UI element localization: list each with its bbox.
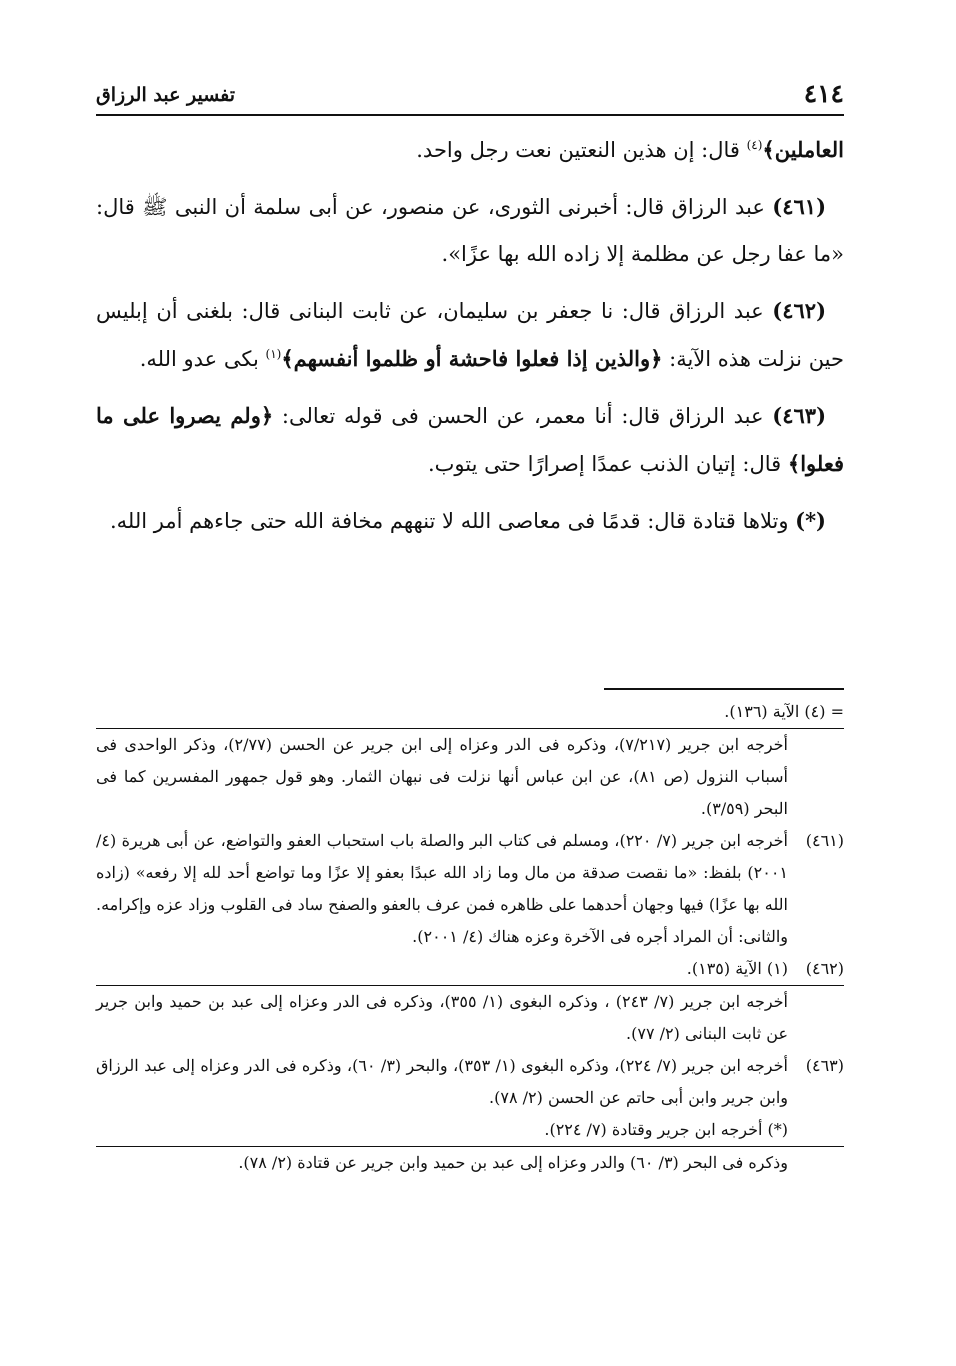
hadith-number: (٤٦٣): [772, 403, 826, 428]
verse-end: العاملين﴾: [762, 137, 844, 162]
paragraph-continuation: [96, 126, 844, 174]
footnote-number: (٤٦١): [805, 831, 844, 850]
book-title: تفسير عبد الرزاق: [96, 84, 236, 106]
footnote: أخرجه ابن جرير (٧/ ٢٤٣) ، وذكره البغوى (١/ ٣٥٥)، وذكره فى الدر وعزاه إلى عبد بن حميد وابن جرير عن ثابت البنانى (٢/ ٧٧).: [96, 992, 788, 1043]
hadith-number: (٤٦٢): [772, 298, 826, 323]
main-text: [96, 126, 844, 554]
hadith-461: [96, 183, 844, 278]
footnote-ref: (١): [265, 347, 282, 361]
footnote: أخرجه ابن جرير (٧/ ٢٢٤)، وذكره البغوى (١/ ٣٥٣)، والبحر (٣/ ٦٠)، وذكره فى الدر وعزاه إلى عبد الرزاق وابن جرير وابن أبى حاتم عن الحسن (٢/ ٧٨).: [96, 1056, 788, 1107]
paragraph-text: قال: إن هذين النعتين نعت رجل واحد.: [416, 138, 747, 162]
hadith-number: (*): [795, 508, 826, 533]
athar-star: [96, 497, 844, 545]
footnote-entry: [96, 953, 844, 985]
paragraph-text: بكى عدو الله.: [139, 347, 266, 371]
footnote-entry: [96, 825, 844, 953]
paragraph-text: عبد الرزاق قال: أخبرنى الثورى، عن منصور، عن أبى سلمة أن النبى ﷺ قال: «ما عفا رجل عن مظلمة إلا زاده الله بها عزًا».: [96, 195, 844, 266]
footnotes: [96, 696, 844, 1179]
footnote-entry: [96, 1114, 844, 1146]
footnote-entry: [96, 1050, 844, 1114]
footnote: (١) الآية (١٣٥).: [686, 959, 788, 978]
footnote-entry: [96, 985, 844, 1050]
footnote-number: (٤٦٢): [805, 959, 844, 978]
paragraph-text: وتلاها قتادة قال: قدمًا فى معاصى الله لا تنههم مخافة الله حتى جاءهم أمر الله.: [109, 509, 796, 533]
hadith-462: [96, 287, 844, 383]
footnote-ref: (٤): [746, 138, 763, 152]
footnote: أخرجه ابن جرير (٧/ ٢٢٠)، ومسلم فى كتاب البر والصلة باب استحباب العفو والتواضع، عن أبى هريرة (٤/ ٢٠٠١) بلفظ: «ما نقصت صدقة من مال وما زاد الله عبدًا بعفو إلا عزًا وما تواضع أحد لله إلا رفعه» (زاده الله بها عزًا) فيها وجهان أحدهما على ظاهره فمن عرف بالعفو والصفح ساد فى القلوب وزاد عزه وإكرامه. والثانى: أن المراد أجره فى الآخرة وعزه هناك (٤/ ٢٠٠١).: [96, 831, 789, 946]
footnote: = (٤) الآية (١٣٦).: [724, 702, 844, 721]
page-number: ٤١٤: [803, 79, 844, 108]
footnote: (*) أخرجه ابن جرير وقتادة (٧/ ٢٢٤).: [544, 1120, 788, 1139]
hadith-number: (٤٦١): [772, 194, 826, 219]
quran-verse: ﴿ولم يصروا على ما فعلوا﴾: [96, 403, 844, 476]
quran-verse: ﴿والذين إذا فعلوا فاحشة أو ظلموا أنفسهم﴾: [281, 346, 663, 371]
hadith-463: [96, 392, 844, 488]
footnote: وذكره فى البحر (٣/ ٦٠) والدر وعزاه إلى عبد بن حميد وابن جرير عن قتادة (٢/ ٧٨).: [238, 1153, 788, 1172]
footnote-number: (٤٦٣): [805, 1056, 844, 1075]
paragraph-text: عبد الرزاق قال: نا جعفر بن سليمان، عن ثابت البنانى قال: بلغنى أن إبليس حين نزلت هذه الآية:: [96, 299, 844, 371]
paragraph-text: عبد الرزاق قال: أنا معمر، عن الحسن فى قوله تعالى:: [273, 404, 773, 428]
paragraph-text: قال: إتيان الذنب عمدًا إصرارًا حتى يتوب.: [427, 452, 788, 476]
footnote-entry: [96, 1146, 844, 1179]
footnote-divider: [604, 688, 844, 690]
footnote: أخرجه ابن جرير (٧/٢١٧)، وذكره فى الدر وعزاه إلى ابن جرير عن الحسن (٢/٧٧)، وذكر الواحدى فى أسباب النزول (ص ٨١)، عن ابن عباس أنها نزلت فى نبهان الثمار. وهو قول جمهور المفسرين كما فى البحر (٣/٥٩).: [96, 735, 788, 818]
page-header: [96, 70, 844, 116]
footnote-entry: [96, 728, 844, 825]
